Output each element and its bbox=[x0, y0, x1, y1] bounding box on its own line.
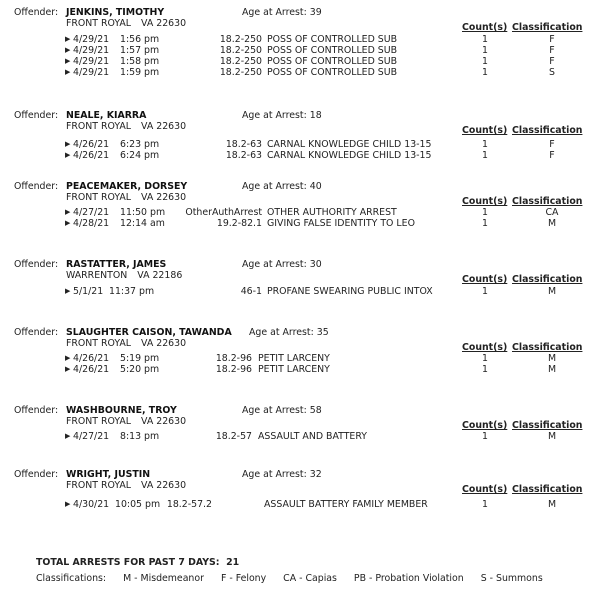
classification-header: Classification bbox=[512, 420, 583, 431]
offender-name: WASHBOURNE, TROY bbox=[66, 405, 177, 416]
arrow-icon: ▶ bbox=[65, 35, 71, 43]
legend-item: F - Felony bbox=[220, 573, 267, 584]
charge-row: ▶ 4/28/21 12:14 am 19.2-82.1 GIVING FALSE IDENTITY TO LEO 1 M bbox=[65, 218, 557, 229]
classification-header: Classification bbox=[512, 342, 583, 353]
offender-name: PEACEMAKER, DORSEY bbox=[66, 181, 188, 192]
offender-label: Offender: bbox=[14, 110, 59, 121]
offender-address: FRONT ROYAL VA 22630 bbox=[66, 416, 187, 427]
charge-row: ▶ 5/1/21 11:37 pm 46-1 PROFANE SWEARING PUBLIC INTOX 1 M bbox=[65, 286, 557, 297]
age-at-arrest: Age at Arrest: 35 bbox=[249, 327, 329, 338]
offender-name: JENKINS, TIMOTHY bbox=[66, 7, 165, 18]
charge-row: ▶ 4/26/21 5:20 pm 18.2-96 PETIT LARCENY 1 M bbox=[65, 364, 557, 375]
offender-address: FRONT ROYAL VA 22630 bbox=[66, 338, 187, 349]
charge-row: ▶ 4/29/21 1:58 pm 18.2-250 POSS OF CONTROLLED SUB 1 F bbox=[65, 56, 555, 67]
offender-name: NEALE, KIARRA bbox=[66, 110, 147, 121]
legend-item: CA - Capias bbox=[283, 573, 337, 584]
count-header: Count(s) bbox=[462, 274, 508, 285]
arrow-icon: ▶ bbox=[65, 151, 71, 159]
offender-label: Offender: bbox=[14, 181, 59, 192]
offender-name: RASTATTER, JAMES bbox=[66, 259, 167, 270]
offender-label: Offender: bbox=[14, 259, 59, 270]
arrow-icon: ▶ bbox=[65, 46, 71, 54]
offender-label: Offender: bbox=[14, 7, 59, 18]
age-at-arrest: Age at Arrest: 18 bbox=[242, 110, 322, 121]
age-at-arrest: Age at Arrest: 58 bbox=[242, 405, 322, 416]
arrow-icon: ▶ bbox=[65, 140, 71, 148]
offender-address: FRONT ROYAL VA 22630 bbox=[66, 121, 187, 132]
offender-label: Offender: bbox=[14, 405, 59, 416]
classification-legend bbox=[36, 573, 557, 584]
offender-address: FRONT ROYAL VA 22630 bbox=[66, 480, 187, 491]
age-at-arrest: Age at Arrest: 30 bbox=[242, 259, 322, 270]
charge-row: ▶ 4/26/21 6:23 pm 18.2-63 CARNAL KNOWLEDGE CHILD 13-15 1 F bbox=[65, 139, 555, 150]
offender-address: FRONT ROYAL VA 22630 bbox=[66, 192, 187, 203]
total-arrests-value: 21 bbox=[226, 557, 240, 568]
offender-address: FRONT ROYAL VA 22630 bbox=[66, 18, 187, 29]
classification-header: Classification bbox=[512, 484, 583, 495]
arrow-icon: ▶ bbox=[65, 354, 71, 362]
offender-label: Offender: bbox=[14, 469, 59, 480]
offender-label: Offender: bbox=[14, 327, 59, 338]
arrow-icon: ▶ bbox=[65, 365, 71, 373]
legend-item: PB - Probation Violation bbox=[353, 573, 464, 584]
charge-row: ▶ 4/30/21 10:05 pm 18.2-57.2 ASSAULT BATTERY FAMILY MEMBER 1 M bbox=[65, 499, 557, 510]
count-header: Count(s) bbox=[462, 420, 508, 431]
legend-label: Classifications: bbox=[36, 573, 107, 584]
charge-row: ▶ 4/27/21 11:50 pm OtherAuthArrest OTHER AUTHORITY ARREST 1 CA bbox=[65, 207, 559, 218]
charge-row: ▶ 4/29/21 1:57 pm 18.2-250 POSS OF CONTROLLED SUB 1 F bbox=[65, 45, 555, 56]
arrow-icon: ▶ bbox=[65, 208, 71, 216]
count-header: Count(s) bbox=[462, 22, 508, 33]
arrow-icon: ▶ bbox=[65, 219, 71, 227]
offender-name: SLAUGHTER CAISON, TAWANDA bbox=[66, 327, 232, 338]
arrow-icon: ▶ bbox=[65, 432, 71, 440]
count-header: Count(s) bbox=[462, 125, 508, 136]
classification-header: Classification bbox=[512, 125, 583, 136]
arrow-icon: ▶ bbox=[65, 57, 71, 65]
charge-row: ▶ 4/29/21 1:59 pm 18.2-250 POSS OF CONTROLLED SUB 1 S bbox=[65, 67, 555, 78]
charge-row: ▶ 4/26/21 5:19 pm 18.2-96 PETIT LARCENY 1 M bbox=[65, 353, 557, 364]
classification-header: Classification bbox=[512, 196, 583, 207]
count-header: Count(s) bbox=[462, 196, 508, 207]
classification-header: Classification bbox=[512, 274, 583, 285]
legend-item: M - Misdemeanor bbox=[123, 573, 204, 584]
count-header: Count(s) bbox=[462, 484, 508, 495]
offender-name: WRIGHT, JUSTIN bbox=[66, 469, 151, 480]
age-at-arrest: Age at Arrest: 32 bbox=[242, 469, 322, 480]
age-at-arrest: Age at Arrest: 40 bbox=[242, 181, 322, 192]
classification-header: Classification bbox=[512, 22, 583, 33]
offender-address: WARRENTON VA 22186 bbox=[66, 270, 183, 281]
total-arrests: TOTAL ARRESTS FOR PAST 7 DAYS: 21 bbox=[36, 557, 240, 568]
arrow-icon: ▶ bbox=[65, 287, 71, 295]
arrow-icon: ▶ bbox=[65, 500, 71, 508]
charge-row: ▶ 4/29/21 1:56 pm 18.2-250 POSS OF CONTROLLED SUB 1 F bbox=[65, 34, 555, 45]
legend-item: S - Summons bbox=[480, 573, 543, 584]
charge-row: ▶ 4/27/21 8:13 pm 18.2-57 ASSAULT AND BATTERY 1 M bbox=[65, 431, 557, 442]
count-header: Count(s) bbox=[462, 342, 508, 353]
arrow-icon: ▶ bbox=[65, 68, 71, 76]
charge-row: ▶ 4/26/21 6:24 pm 18.2-63 CARNAL KNOWLEDGE CHILD 13-15 1 F bbox=[65, 150, 555, 161]
age-at-arrest: Age at Arrest: 39 bbox=[242, 7, 322, 18]
